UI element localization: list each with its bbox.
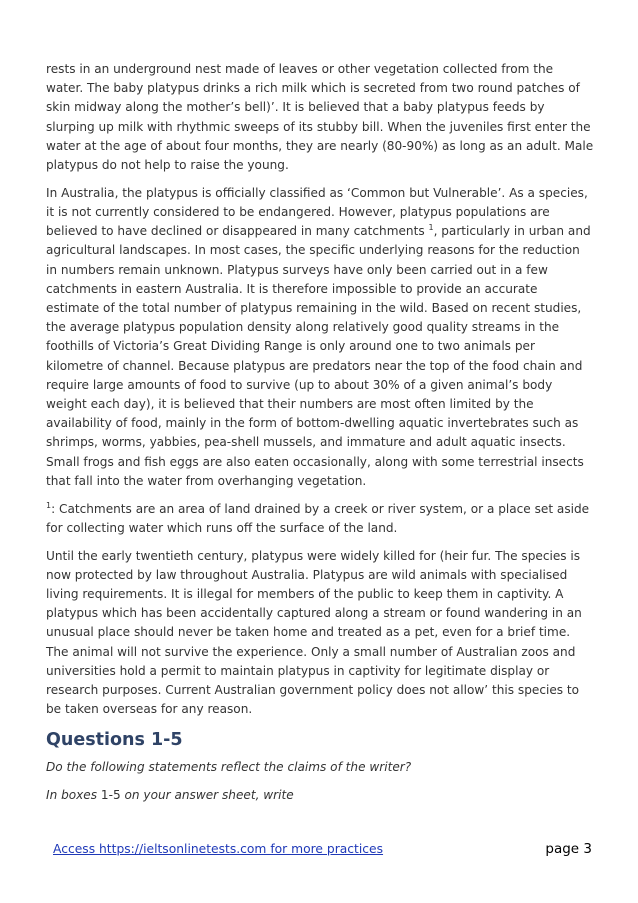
questions-instruction-1: Do the following statements reflect the claims of the writer? [46, 760, 412, 775]
footnote [46, 500, 594, 538]
questions-instruction-2-end: on your answer sheet, write [120, 787, 294, 802]
paragraph-conservation-text-end: , particularly in urban and agricultural landscapes. In most cases, the specific underlying reasons for the reduction in numbers remain unknown. Platypus surveys have only been carried out in a few catchments in eastern Australia. It is therefore impossible to provide an accurate estimate of the total number of platypus remaining in the wild. Based on recent studies, the average platypus population density along relatively good quality streams in the foothills of Victoria’s Great Dividing Range is only around one to two animals per kilometre of channel. Because platypus are predators near the top of the food chain and require large amounts of food to survive (up to about 30% of a given animal’s body weight each day), it is believed that their numbers are most often limited by the availability of food, mainly in the form of bottom-dwelling aquatic invertebrates such as shrimps, worms, yabbies, pea-shell mussels, and immature and adult aquatic insects. Small frogs and fish eggs are also eaten occasionally, along with some terrestrial insects that fall into the water from overhanging vegetation. [46, 224, 591, 488]
questions-range: 1-5 [100, 787, 121, 802]
paragraph-conservation-status [46, 184, 594, 491]
questions-instruction-2 [46, 786, 594, 805]
paragraph-nest-and-young: rests in an underground nest made of leaves or other vegetation collected from the water. The baby platypus drinks a rich milk which is secreted from two round patches of skin midway along the mother’s bell)’. It is believed that a baby platypus feeds by slurping up milk with rhythmic sweeps of its stubby bill. When the juveniles first enter the water at the age of about four months, they are nearly (80-90%) as long as an adult. Male platypus do not help to raise the young. [46, 62, 594, 173]
page-footer [53, 841, 592, 857]
footnote-number: 1 [46, 500, 52, 510]
questions-instruction-2-start: In boxes [46, 787, 101, 802]
footnote-text: : Catchments are an area of land drained by a creek or river system, or a place set aside for collecting water which runs off the surface of the land. [46, 501, 590, 535]
document-body [46, 60, 594, 814]
practice-site-link[interactable]: Access https://ieltsonlinetests.com for more practices [53, 842, 384, 856]
page-number: page 3 [545, 841, 592, 857]
paragraph-protection: Until the early twentieth century, platypus were widely killed for (heir fur. The species is now protected by law throughout Australia. Platypus are wild animals with specialised living requirements. It is illegal for members of the public to keep them in captivity. A platypus which has been accidentally captured along a stream or found wandering in an unusual place should never be taken home and treated as a pet, even for a brief time. The animal will not survive the experience. Only a small number of Australian zoos and universities hold a permit to maintain platypus in captivity for legitimate display or research purposes. Current Australian government policy does not allow’ this species to be taken overseas for any reason. [46, 548, 582, 717]
footnote-marker: 1 [428, 223, 434, 233]
questions-heading: Questions 1-5 [46, 730, 183, 751]
paragraph-conservation-text-start: In Australia, the platypus is officially classified as ‘Common but Vulnerable’. As a species, it is not currently considered to be endangered. However, platypus populations are believed to have declined or disappeared in many catchments [46, 185, 588, 239]
